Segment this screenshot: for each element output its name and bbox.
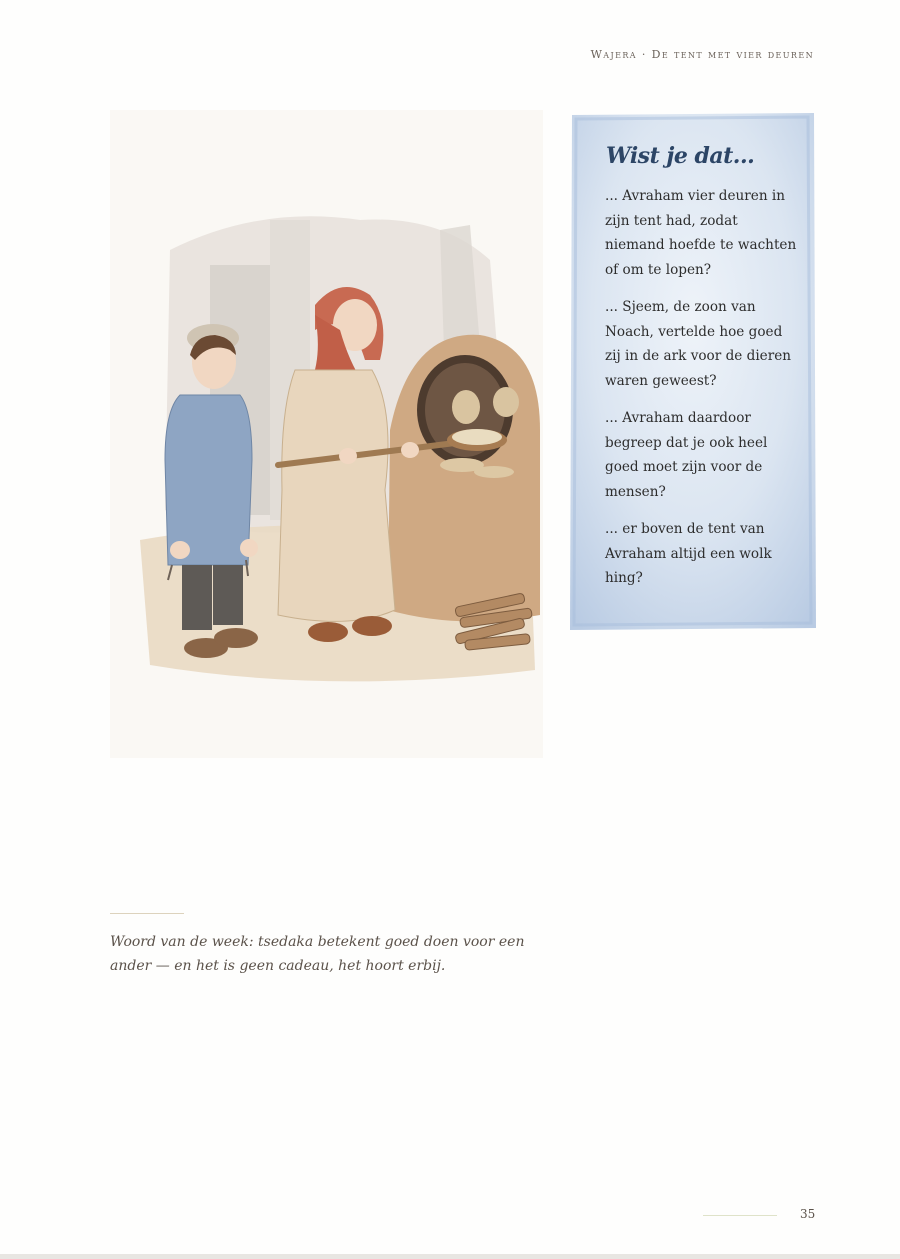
page-number: 35: [800, 1207, 816, 1221]
divider: [110, 913, 184, 914]
footer-divider: [703, 1215, 777, 1216]
running-head: Wajera · De tent met vier deuren: [590, 48, 814, 61]
sidebar-title: Wist je dat...: [606, 143, 755, 169]
word-of-the-week: Woord van de week: tsedaka betekent goed doen voor een ander — en het is geen cadeau, het hoort erbij.: [110, 934, 525, 974]
fact-item: ... Avraham vier deuren in zijn tent had, zodat niemand hoefde te wachten of om te lopen?: [605, 188, 797, 278]
bread-baking-illustration-icon: [110, 110, 543, 758]
wist-je-dat-box: [568, 113, 816, 630]
fact-item: ... er boven de tent van Avraham altijd een wolk hing?: [605, 521, 772, 586]
fact-item: ... Avraham daardoor begreep dat je ook heel goed moet zijn voor de mensen?: [605, 410, 768, 500]
illustration-image: [110, 110, 543, 758]
page-edge: [0, 1254, 900, 1259]
fact-item: ... Sjeem, de zoon van Noach, vertelde hoe goed zij in de ark voor de dieren waren geweest?: [605, 299, 792, 389]
